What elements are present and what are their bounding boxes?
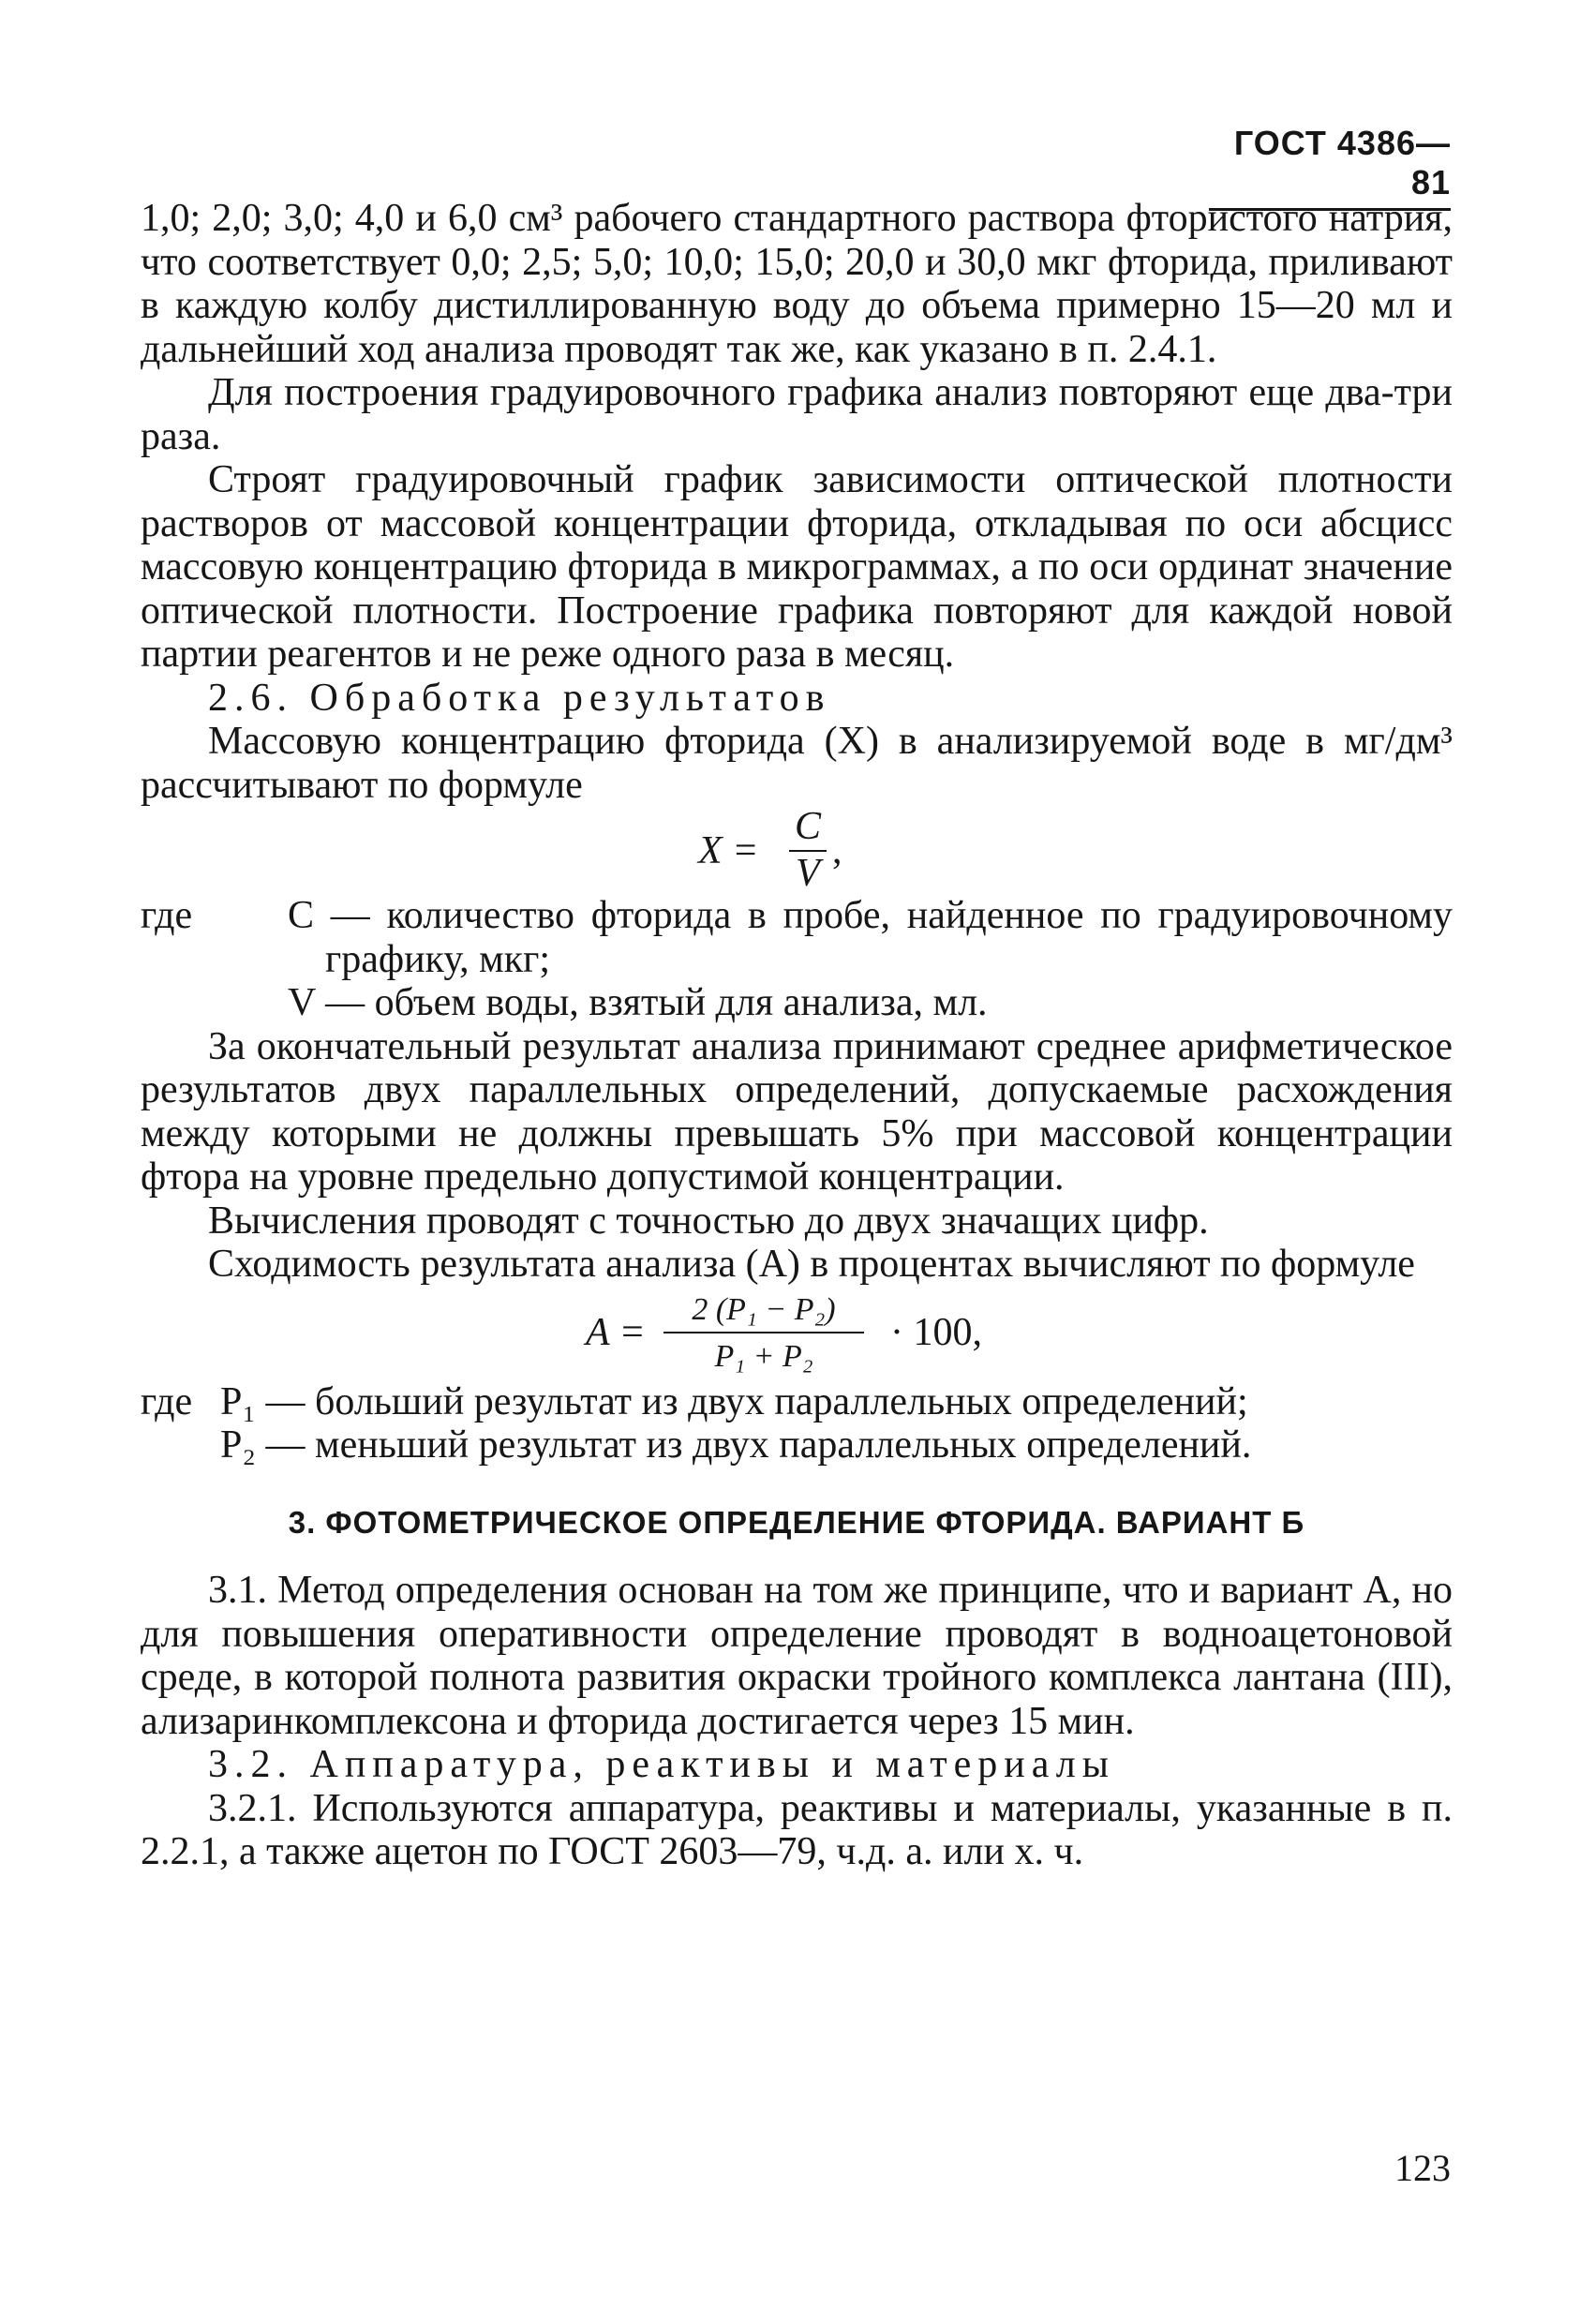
formula-a [141,1287,1453,1380]
where-label: где [141,1379,193,1423]
formula-a-fraction-bar [663,1332,864,1333]
paragraph-final-result: За окончательный результат анализа принимают среднее арифметическое результатов двух параллельных определений, допускаемые расхождения между которыми не должны превышать 5% при массовой концентрации фтора на уровне предельно допустимой концентрации. [141,1024,1453,1199]
where-item-v: V — объем воды, взятый для анализа, мл. [288,981,988,1024]
paragraph-precision: Вычисления проводят с точностью до двух значащих цифр. [208,1199,1209,1243]
formula-x-denominator: V [796,852,820,895]
formula-a-denominator: P₁ + P₂ [714,1338,813,1374]
formula-x [141,807,1453,894]
formula-x-numerator: C [794,805,821,848]
subsection-heading-processing: 2.6. Обработка результатов [208,676,831,720]
document-body [141,197,1453,1874]
paragraph-calibration-graph: Строят градуировочный график зависимости оптической плотности растворов от массовой концентрации фторида, откладывая по оси абсцисс массовую концентрацию фторида в микрограммах, а по оси ординат значение оптической плотности. Построение графика повторяют для каждой новой партии реагентов и не реже одного раза в месяц. [141,458,1453,676]
where-label: где [141,894,193,937]
formula-a-lhs: A = [586,1310,646,1354]
where-item-p1: P₁ — больший результат из двух параллельных определений; [220,1379,1248,1423]
where-item-p2: P₂ — меньший результат из двух параллельных определений. [220,1423,1252,1467]
paragraph-calibration-solutions: 1,0; 2,0; 3,0; 4,0 и 6,0 см³ рабочего стандартного раствора фтористого натрия, что соответствует 0,0; 2,5; 5,0; 10,0; 15,0; 20,0 и 30,0 мкг фторида, приливают в каждую колбу дистиллированную воду до объема примерно 15—20 мл и дальнейший ход анализа проводят так же, как указано в п. 2.4.1. [141,197,1453,371]
formula-x-tail: , [832,829,842,872]
paragraph-convergence: Сходимость результата анализа (A) в процентах вычисляют по формуле [208,1243,1415,1286]
standard-header: ГОСТ 4386—81 [1209,124,1451,211]
formula-a-tail: · 100, [890,1310,982,1354]
page-number: 123 [1394,2147,1451,2189]
formula-x-lhs: X = [698,829,759,872]
section-heading-variant-b: 3. ФОТОМЕТРИЧЕСКОЕ ОПРЕДЕЛЕНИЕ ФТОРИДА. ВАРИАНТ Б [288,1504,1305,1540]
paragraph-mass-concentration: Массовую концентрацию фторида (X) в анализируемой воде в мг/дм³ рассчитывают по формуле [141,720,1453,807]
paragraph-repeat-analysis: Для построения градуировочного графика анализ повторяют еще два-три раза. [141,371,1453,458]
where-block-2 [141,1380,1453,1467]
paragraph-method-principle: 3.1. Метод определения основан на том же принципе, что и вариант А, но для повышения оперативности определение проводят в водноацетоновой среде, в которой полнота развития окраски тройного комплекса лантана (III), ализаринкомплексона и фторида достигается через 15 мин. [141,1569,1453,1743]
where-block-1 [141,894,1453,1025]
paragraph-apparatus-list: 3.2.1. Используются аппаратура, реактивы и материалы, указанные в п. 2.2.1, а также ацетон по ГОСТ 2603—79, ч.д. а. или х. ч. [141,1786,1453,1873]
subsection-heading-apparatus: 3.2. Аппаратура, реактивы и материалы [208,1743,1115,1786]
where-item-c: C — количество фторида в пробе, найденное по градуировочному графику, мкг; [288,894,1453,981]
formula-a-numerator: 2 (P₁ − P₂) [692,1291,836,1327]
